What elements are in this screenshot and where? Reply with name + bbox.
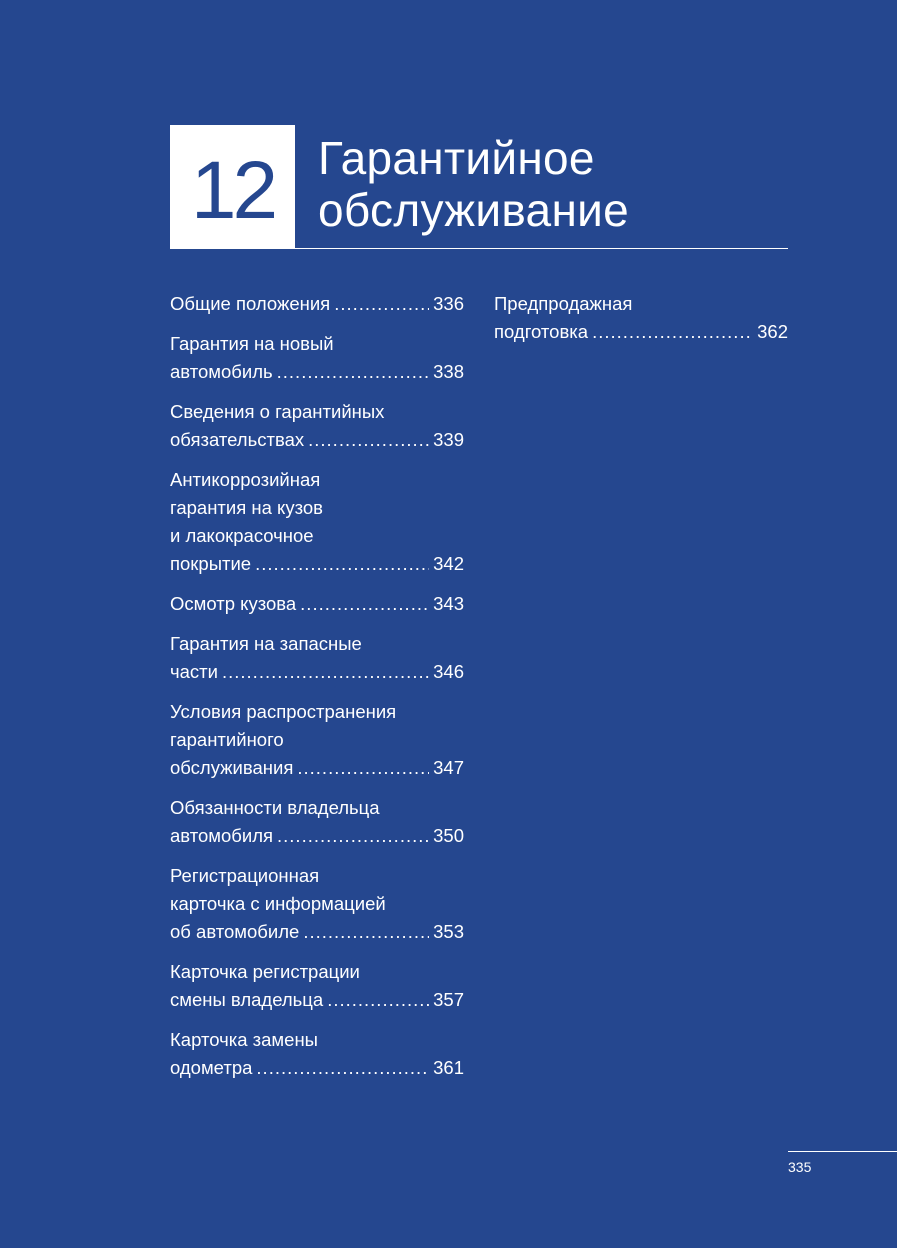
toc-leader-dots [308,426,429,454]
toc-entry-last-line [170,658,464,686]
toc-entry-last-line [170,918,464,946]
toc-entry[interactable] [170,1026,464,1082]
toc-left-column [170,290,464,1094]
toc-entry-last-line [170,590,464,618]
toc-entry-title-line: и лакокрасочное [170,525,314,546]
toc-entry[interactable] [170,794,464,850]
toc-entry-title-line: подготовка [494,321,589,342]
page-number: 335 [788,1159,812,1175]
toc-entry-title-line: Гарантия на запасные [170,633,362,654]
title-divider [295,248,788,249]
toc-entry-page-number: 338 [433,361,464,382]
toc-entry-last-line [170,822,464,850]
toc-entry-title-line: автомобиль [170,361,273,382]
toc-entry-title-line: части [170,661,218,682]
toc-entry[interactable] [170,290,464,318]
toc-entry-page-number: 343 [433,593,464,614]
toc-entry[interactable] [494,290,788,346]
toc-entry-page-number: 346 [433,661,464,682]
toc-entry-last-line [170,426,464,454]
toc-leader-dots [277,358,429,386]
toc-entry-last-line [170,754,464,782]
toc-entry-last-line [170,986,464,1014]
toc-entry-title-line: Предпродажная [494,293,633,314]
toc-entry-last-line [170,290,464,318]
toc-entry-page-number: 357 [433,989,464,1010]
toc-entry-title-line: Общие положения [170,293,331,314]
toc-entry-title-line: автомобиля [170,825,274,846]
toc-entry-page-number: 362 [757,321,788,342]
toc-entry-title-line: карточка с информацией [170,893,386,914]
toc-leader-dots [327,986,429,1014]
toc-entry[interactable] [170,590,464,618]
toc-entry-title-line: Карточка регистрации [170,961,360,982]
toc-entry-last-line [170,550,464,578]
toc-entry-title-line: гарантийного [170,729,284,750]
toc-entry-title-line: Осмотр кузова [170,593,297,614]
toc-leader-dots [303,918,429,946]
chapter-title-line-1: Гарантийное [318,132,595,184]
toc-entry-title-line: Антикоррозийная [170,469,321,490]
toc-entry-page-number: 353 [433,921,464,942]
toc-entry-last-line [170,1054,464,1082]
chapter-number-box [170,125,295,249]
toc-entry-title-line: Регистрационная [170,865,320,886]
toc-entry-title-line: Сведения о гарантийных [170,401,385,422]
toc-entry[interactable] [170,398,464,454]
toc-entry-title-line: покрытие [170,553,252,574]
toc-leader-dots [256,1054,429,1082]
toc-entry-page-number: 339 [433,429,464,450]
toc-entry-title-line: Условия распространения [170,701,397,722]
toc-entry-title-line: Гарантия на новый [170,333,334,354]
toc-entry[interactable] [170,466,464,578]
chapter-title-line-2: обслуживание [318,184,630,236]
toc-entry-title-line: об автомобиле [170,921,300,942]
toc-entry[interactable] [170,958,464,1014]
toc-entry-page-number: 336 [433,293,464,314]
chapter-title [318,132,629,236]
toc-entry-title-line: Обязанности владельца [170,797,380,818]
toc-leader-dots [277,822,429,850]
toc-entry-page-number: 342 [433,553,464,574]
toc-entry-page-number: 361 [433,1057,464,1078]
toc-entry-title-line: гарантия на кузов [170,497,323,518]
toc-leader-dots [297,754,429,782]
toc-entry-last-line [494,318,788,346]
toc-entry-title-line: обязательствах [170,429,305,450]
page-number-divider [788,1151,897,1152]
toc-entry[interactable] [170,862,464,946]
toc-entry-title-line: Карточка замены [170,1029,318,1050]
toc-entry-title-line: одометра [170,1057,253,1078]
toc-entry-page-number: 347 [433,757,464,778]
toc-entry-page-number: 350 [433,825,464,846]
toc-entry[interactable] [170,698,464,782]
toc-entry[interactable] [170,330,464,386]
toc-entry-title-line: обслуживания [170,757,294,778]
toc-leader-dots [334,290,429,318]
toc-right-column [494,290,788,358]
toc-entry-title-line: смены владельца [170,989,324,1010]
toc-entry-last-line [170,358,464,386]
toc-leader-dots [592,318,753,346]
toc-leader-dots [300,590,429,618]
chapter-number: 12 [190,145,275,236]
toc-leader-dots [222,658,429,686]
toc-entry[interactable] [170,630,464,686]
toc-leader-dots [255,550,429,578]
